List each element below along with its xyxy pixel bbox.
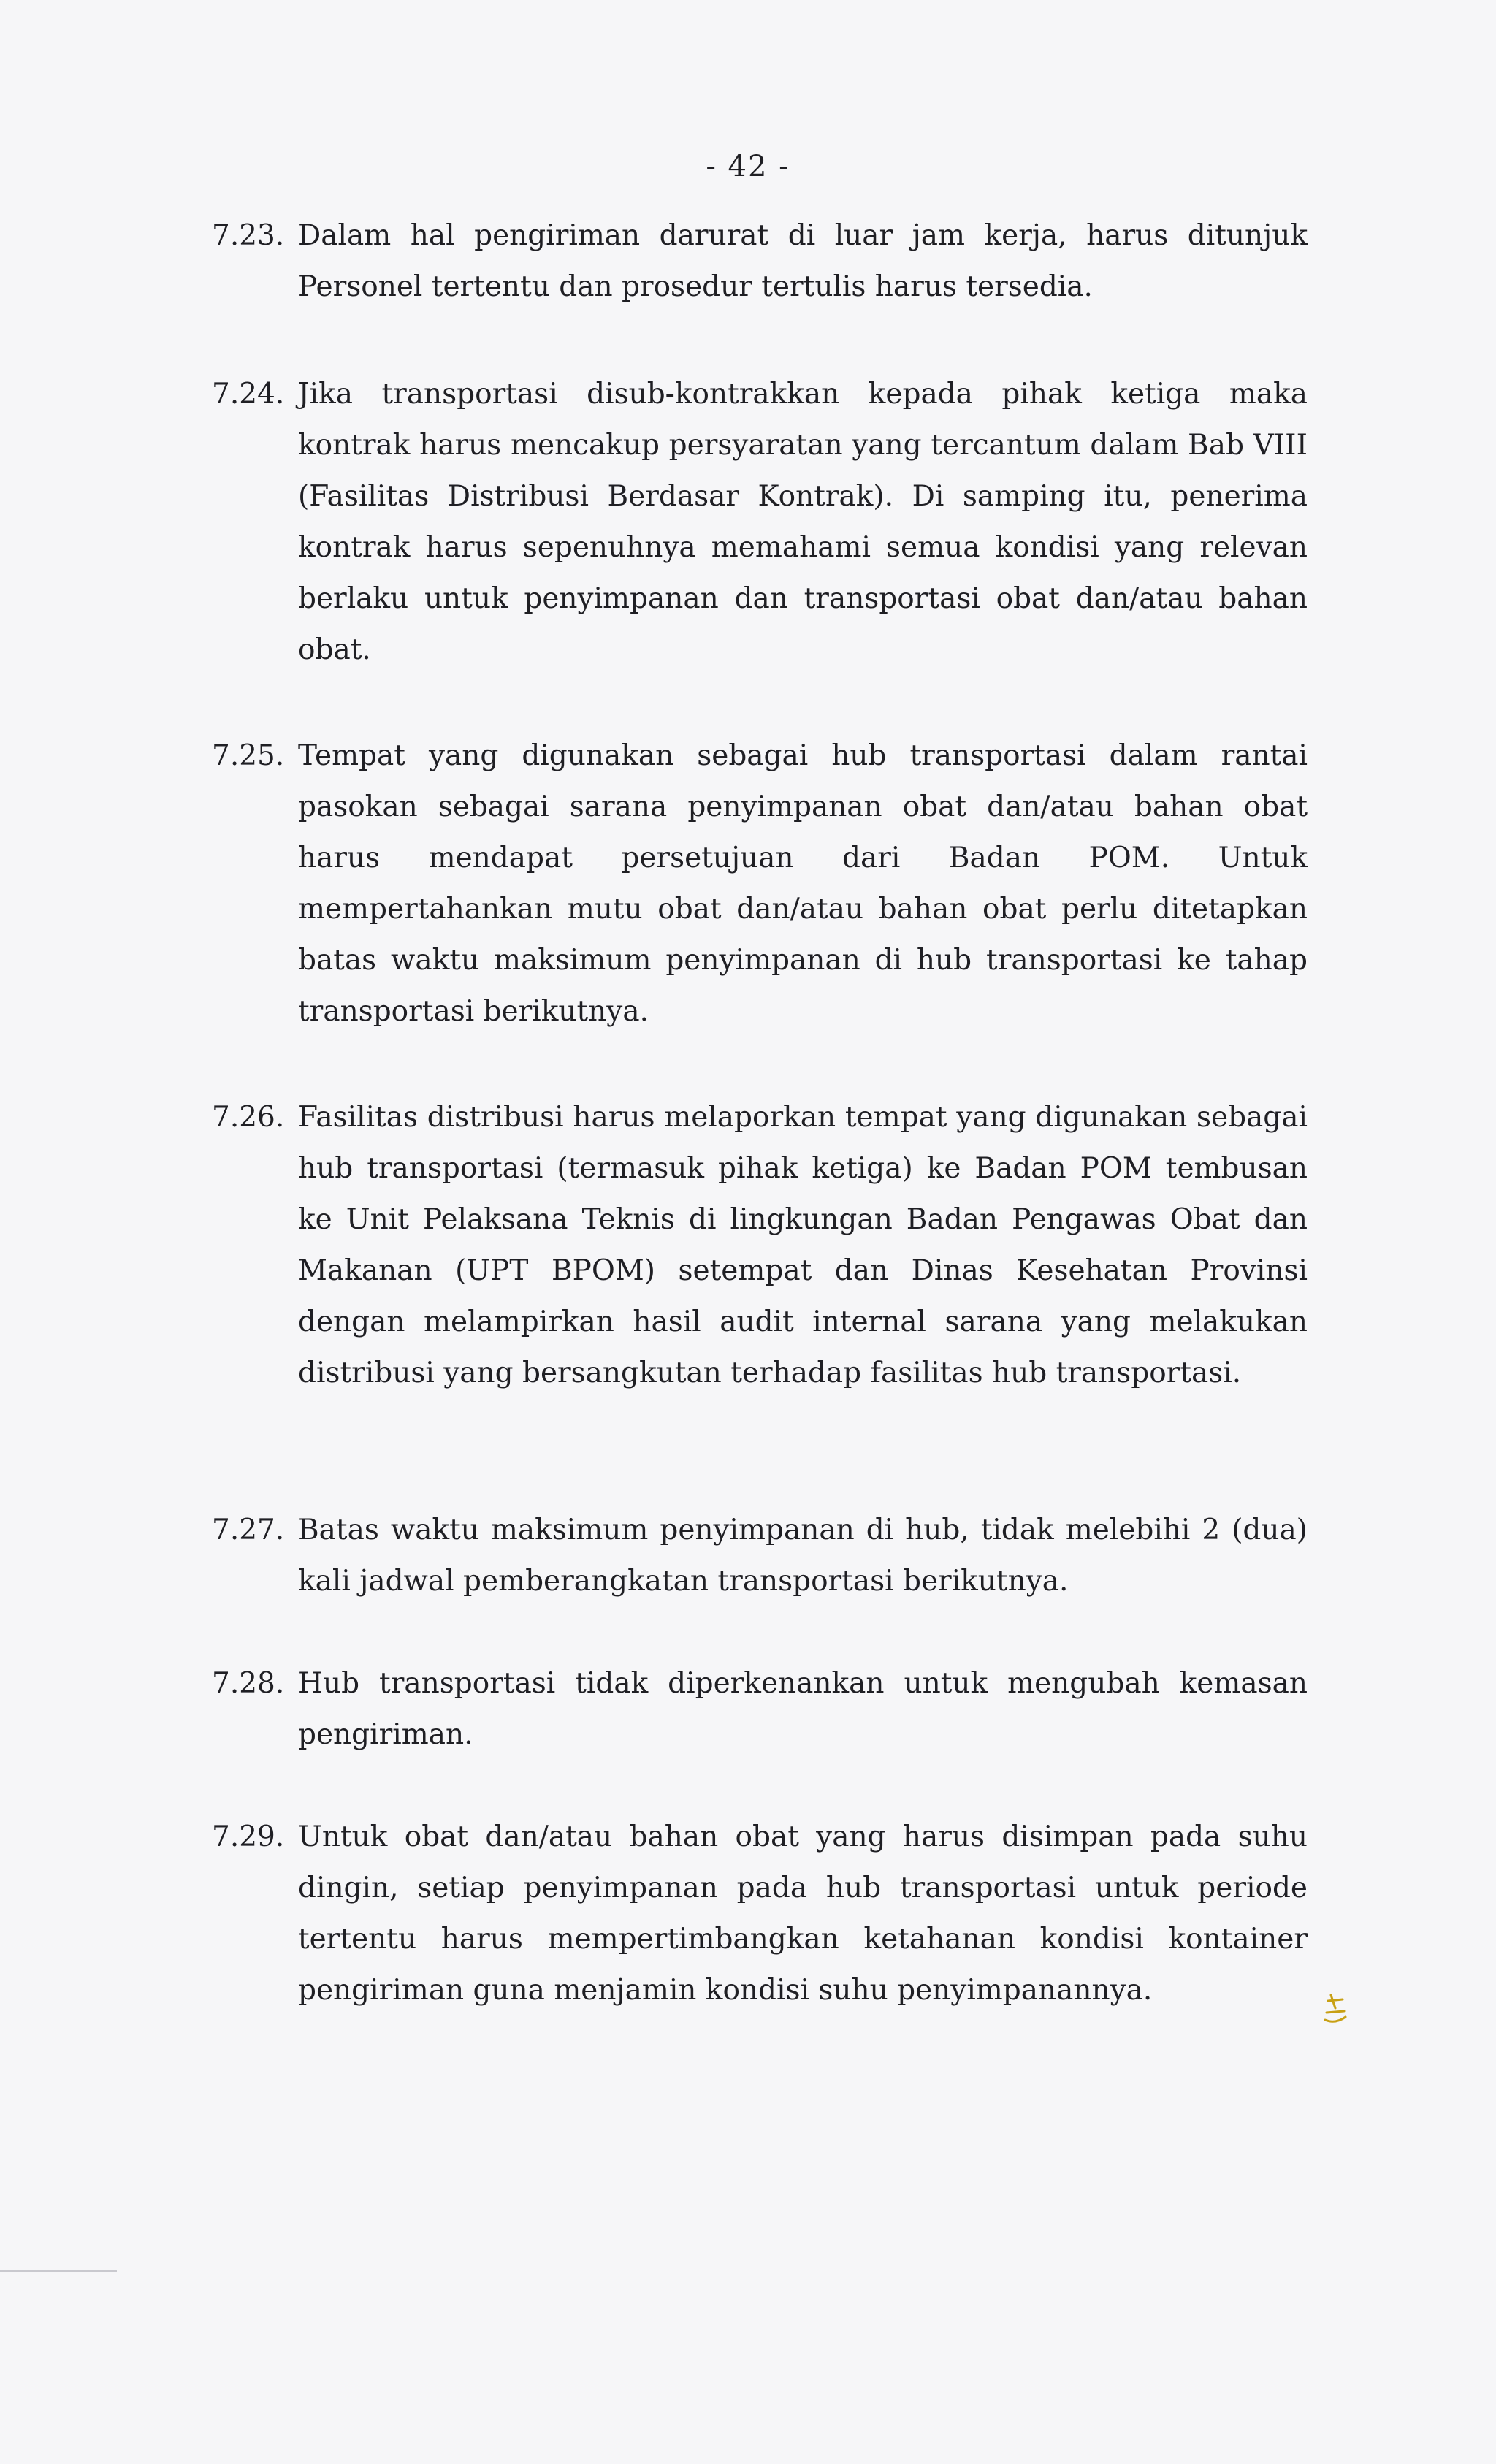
clause-7-23 [212, 210, 1308, 313]
clause-number: 7.29. [212, 1820, 285, 1853]
clause-text: Fasilitas distribusi harus melaporkan tempat yang digunakan sebagai hub transportasi (termasuk pihak ketiga) ke Badan POM tembusan ke Unit Pelaksana Teknis di lingkungan Badan Pengawas Obat dan Makanan (UPT BPOM) setempat dan Dinas Kesehatan Provinsi dengan melampirkan hasil audit internal sarana yang melakukan distribusi yang bersangkutan terhadap fasilitas hub transportasi. [298, 1101, 1308, 1389]
clause-text: Hub transportasi tidak diperkenankan untuk mengubah kemasan pengiriman. [298, 1667, 1308, 1751]
page-bottom-rule [0, 2270, 117, 2272]
clause-text: Untuk obat dan/atau bahan obat yang harus disimpan pada suhu dingin, setiap penyimpanan pada hub transportasi untuk periode tertentu harus mempertimbangkan ketahanan kondisi kontainer pengiriman guna menjamin kondisi suhu penyimpanannya. [298, 1820, 1308, 2007]
clause-7-28 [212, 1658, 1308, 1761]
clause-7-27 [212, 1505, 1308, 1607]
clause-number: 7.28. [212, 1667, 285, 1700]
clause-7-25 [212, 731, 1308, 1037]
clause-number: 7.23. [212, 219, 285, 252]
clause-number: 7.25. [212, 739, 285, 772]
clause-7-26 [212, 1092, 1308, 1399]
clause-text: Tempat yang digunakan sebagai hub transportasi dalam rantai pasokan sebagai sarana penyimpanan obat dan/atau bahan obat harus mendapat persetujuan dari Badan POM. Untuk mempertahankan mutu obat dan/atau bahan obat perlu ditetapkan batas waktu maksimum penyimpanan di hub transportasi ke tahap transportasi berikutnya. [298, 739, 1308, 1028]
clause-number: 7.26. [212, 1101, 285, 1134]
clause-text: Batas waktu maksimum penyimpanan di hub, tidak melebihi 2 (dua) kali jadwal pemberangkatan transportasi berikutnya. [298, 1514, 1308, 1598]
paraf-initial-icon [1321, 1991, 1350, 2027]
clause-7-24 [212, 369, 1308, 676]
clause-text: Dalam hal pengiriman darurat di luar jam kerja, harus ditunjuk Personel tertentu dan prosedur tertulis harus tersedia. [298, 219, 1308, 303]
clause-text: Jika transportasi disub-kontrakkan kepada pihak ketiga maka kontrak harus mencakup persyaratan yang tercantum dalam Bab VIII (Fasilitas Distribusi Berdasar Kontrak). Di samping itu, penerima kontrak harus sepenuhnya memahami semua kondisi yang relevan berlaku untuk penyimpanan dan transportasi obat dan/atau bahan obat. [298, 378, 1308, 666]
clause-number: 7.24. [212, 378, 285, 411]
clause-7-29 [212, 1812, 1308, 2016]
clause-number: 7.27. [212, 1514, 285, 1546]
page-number: - 42 - [706, 150, 790, 183]
